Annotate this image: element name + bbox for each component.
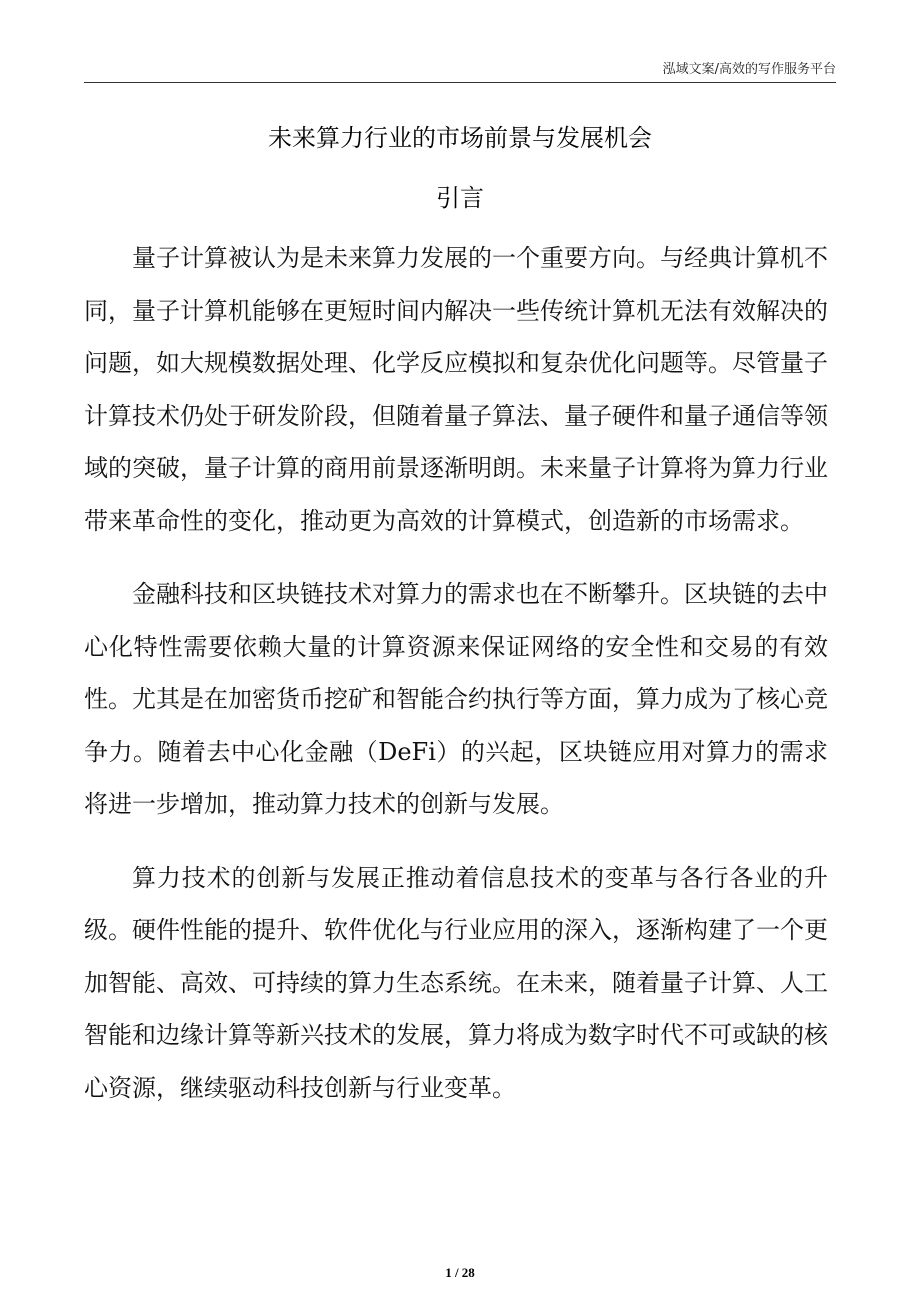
paragraph-3: 算力技术的创新与发展正推动着信息技术的变革与各行各业的升级。硬件性能的提升、软件优化与行业应用的深入，逐渐构建了一个更加智能、高效、可持续的算力生态系统。在未来，随着量子计算、人工智能和边缘计算等新兴技术的发展，算力将成为数字时代不可或缺的核心资源，继续驱动科技创新与行业变革。 xyxy=(84,863,828,1102)
page-number: 1 / 28 xyxy=(445,1265,475,1280)
document-title: 未来算力行业的市场前景与发展机会 xyxy=(268,124,652,152)
header-brand-text: 泓域文案/高效的写作服务平台 xyxy=(662,62,836,77)
paragraph-2: 金融科技和区块链技术对算力的需求也在不断攀升。区块链的去中心化特性需要依赖大量的计算资源来保证网络的安全性和交易的有效性。尤其是在加密货币挖矿和智能合约执行等方面，算力成为了核心竞争力。随着去中心化金融（DeFi）的兴起，区块链应用对算力的需求将进一步增加，推动算力技术的创新与发展。 xyxy=(84,580,828,818)
document-body xyxy=(84,232,828,1135)
paragraph-1: 量子计算被认为是未来算力发展的一个重要方向。与经典计算机不同，量子计算机能够在更短时间内解决一些传统计算机无法有效解决的问题，如大规模数据处理、化学反应模拟和复杂优化问题等。尽管量子计算技术仍处于研发阶段，但随着量子算法、量子硬件和量子通信等领域的突破，量子计算的商用前景逐渐明朗。未来量子计算将为算力行业带来革命性的变化，推动更为高效的计算模式，创造新的市场需求。 xyxy=(84,244,828,535)
header-divider xyxy=(84,82,836,83)
section-heading-introduction: 引言 xyxy=(436,184,484,212)
